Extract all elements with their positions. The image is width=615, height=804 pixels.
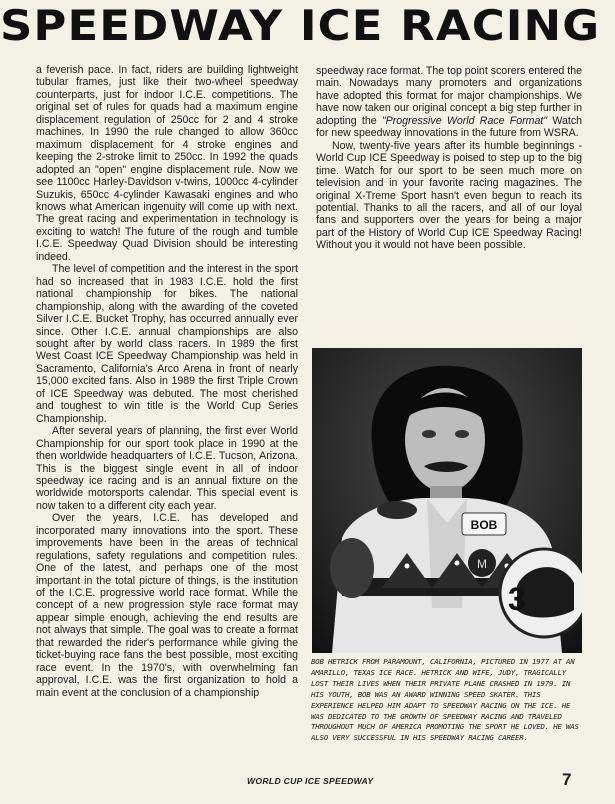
text-run: Watch for new speedway innovations in the future from WSRA. [316,114,583,140]
paragraph: Now, twenty-five years after its humble beginnings - World Cup ICE Speedway is poised to step up to the big time. Watch for our sport to be seen much more on television and in your favorite racing magazines. The original X-Treme Sport hasn't even begun to reach its potential. Thanks to all the racers, and all of our loyal fans and supporters over the years for being a major part of the History of World Cup ICE Speedway Racing! Without you it would not have been possible. [316,139,582,252]
page-title: SPEEDWAY ICE RACING [0,1,601,50]
paragraph: a feverish pace. In fact, riders are building lightweight tubular frames, just like their two-wheel speedway counterparts, just for indoor I.C.E. competitions. The original set of rules for quads had a maximum engine displacement regulation of 250cc for 2 and 4 stroke machines. In 1990 the rule changed to allow 360cc maximum displacement for 4 stroke engines and keeping the 2-stroke limit to 250cc. In 1992 the quads adopted an "open" engine displacement rule. Now we see 1100cc Harley-Davidson v-twins, 1000cc 4-cylinder Suzukis, 650cc 4-cylinder Kawasaki engines and who knows what American ingenuity will come up with next. The great racing and experimentation in technology is exciting to watch! The future of the rough and tumble I.C.E. Speedway Quad Division should be interesting indeed. [36,64,298,263]
right-text-column [316,65,582,252]
paragraph: Over the years, I.C.E. has developed and incorporated many innovations into the sport. These improvements have been in the areas of technical regulations, safety regulations and competition rules. One of the latest, and perhaps one of the most important in the total picture of things, is the institution of the I.C.E. progressive world race format. While the concept of a new progression style race format may appear simple enough, achieving the end results are not always that simple. The goal was to create a format that rewarded the rider's performance while giving the ticket-buying race fans the best possible, most exciting race event. In the 1970's, with overwhelming fan approval, I.C.E. was the first organization to hold a main event at the conclusion of a championship [36,512,298,699]
photo-caption: BOB HETRICK FROM PARAMOUNT, CALIFORNIA, PICTURED IN 1977 AT AN AMARILLO, TEXAS ICE RACE. HETRICK AND WIFE, JUDY, TRAGICALLY LOST THEIR LIVES WHEN THEIR PRIVATE PLANE CRASHED IN 1979. IN HIS YOUTH, BOB WAS AN AWARD WINNING SPEED SKATER. THIS EXPERIENCE HELPED HIM ADAPT TO SPEEDWAY RACING ON THE ICE. HE WAS DEDICATED TO THE GROWTH OF SPEEDWAY RACING AND TRAVELED THROUGHOUT MUCH OF AMERICA PROMOTING THE SPORT HE LOVED. HE WAS ALSO VERY SUCCESSFUL IN HIS SPEEDWAY RACING CAREER. [311,657,579,743]
paragraph [316,65,582,140]
left-text-column [36,64,298,699]
emphasis-text: "Progressive World Race Format" [381,114,548,127]
footer-publication: WORLD CUP ICE SPEEDWAY [247,776,374,786]
paragraph: The level of competition and the interest in the sport had so increased that in 1983 I.C.E. hold the first national championship for bikes. The national championship, along with the awarding of the coveted Silver I.C.E. Bucket Trophy, has occurred annually ever since. Other I.C.E. annual championships are also sought after by world class racers. In 1989 the first West Coast ICE Speedway Championship was held in Sacramento, California's Arco Arena in front of nearly 15,000 excited fans. Also in 1989 the first Triple Crown of ICE Speedway was debuted. The most cherished and toughest to win title is the World Cup Series Championship. [36,263,298,425]
text-run: speedway race format. The top point scorers entered the main. Nowadays many promoters and organizations have adopted this format for major championships. We have now taken our original concept a big step further in adopting the [316,65,582,127]
jacket-name-patch: BOB [470,518,498,532]
page-number: 7 [562,770,572,789]
paragraph: After several years of planning, the first ever World Championship for our sport took place in 1990 at the then worldwide headquarters of I.C.E. Tucson, Arizona. This is the biggest single event in all of indoor speedway ice racing and is an annual fixture on the worldwide motorsports calendar. This special event is now taken to a different city each year. [36,425,298,512]
svg-text:M: M [477,557,487,571]
racer-photo [312,348,582,653]
helmet-number: 3 [508,581,526,617]
